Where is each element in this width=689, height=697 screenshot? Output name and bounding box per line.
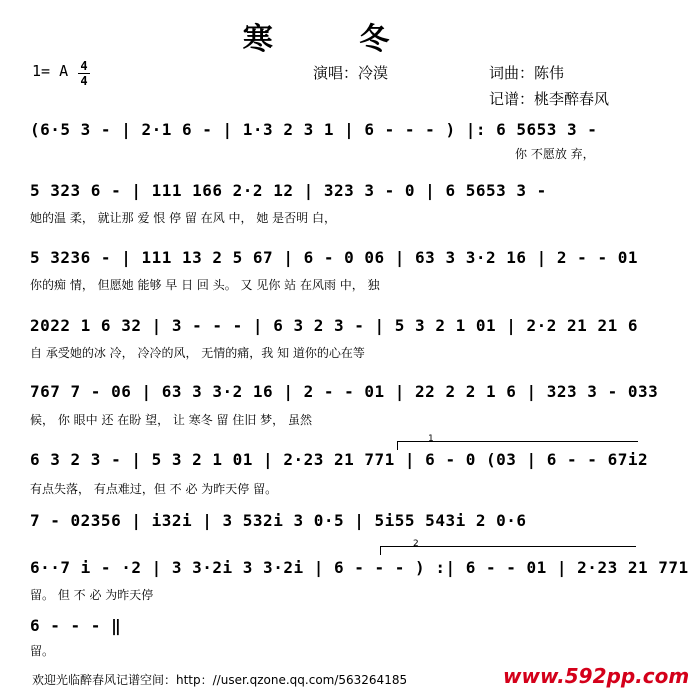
score-line-5: 767 7 - 06 | 63 3 3·2 16 | 2 - - 01 | 22 2 2 1 6 | 323 3 - 033	[30, 382, 659, 401]
transcriber-credit: 记谱：桃李醉春风	[489, 90, 610, 108]
time-signature-top: 4	[80, 59, 88, 73]
footer-text: 欢迎光临醉春风记谱空间：http：//user.qzone.qq.com/563264185	[32, 673, 408, 687]
score-line-6: 6 3 2 3 - | 5 3 2 1 01 | 2·23 21 771 | 6 - 0 (03 | 6 - - 67i2	[30, 450, 649, 469]
lyrics-line-1: 你 不愿放 弃，	[515, 147, 595, 161]
key-signature: 1= A	[32, 62, 69, 80]
lyrics-line-8: 留。 但 不 必 为昨天停	[30, 588, 154, 602]
lyrics-line-5: 候， 你 眼中 还 在盼 望， 让 寒冬 留 住旧 梦， 虽然	[30, 413, 312, 427]
score-line-8: 6··7 i - ·2 | 3 3·2i 3 3·2i | 6 - - - ) :| 6 - - 01 | 2·23 21 771	[30, 558, 689, 577]
song-title: 寒 冬	[242, 22, 428, 57]
lyrics-line-3: 你的痴 情， 但愿她 能够 早 日 回 头。 又 见你 站 在风雨 中， 独	[30, 278, 380, 292]
lyrics-line-6: 有点失落， 有点难过，但 不 必 为昨天停 留。	[30, 482, 278, 496]
score-line-1: (6·5 3 - | 2·1 6 - | 1·3 2 3 1 | 6 - - - ) |: 6 5653 3 -	[30, 120, 598, 139]
score-line-7: 7 - 02356 | i32i | 3 532i 3 0·5 | 5i55 543i 2 0·6	[30, 511, 527, 530]
volta-label-2: 2	[413, 539, 419, 549]
volta-label-1: 1	[428, 434, 434, 444]
lyrics-line-4: 自 承受她的冰 冷， 冷冷的风， 无情的痛，我 知 道你的心在等	[30, 346, 365, 360]
lyrics-line-9: 留。	[30, 644, 55, 658]
score-line-3: 5 3236 - | 111 13 2 5 67 | 6 - 0 06 | 63 3 3·2 16 | 2 - - 01	[30, 248, 638, 267]
time-signature	[78, 60, 90, 87]
lyrics-line-2: 她的温 柔， 就让那 爱 恨 停 留 在风 中， 她 是否明 白，	[30, 211, 336, 225]
time-signature-bottom: 4	[80, 74, 88, 88]
score-line-9: 6 - - - ‖	[30, 616, 122, 635]
score-line-2: 5 323 6 - | 111 166 2·2 12 | 323 3 - 0 | 6 5653 3 -	[30, 181, 547, 200]
lyricist-composer-credit: 词曲：陈伟	[489, 64, 565, 82]
singer-credit: 演唱：冷漠	[313, 64, 389, 82]
score-line-4: 2022 1 6 32 | 3 - - - | 6 3 2 3 - | 5 3 2 1 01 | 2·2 21 21 6	[30, 316, 638, 335]
site-watermark: www.592pp.com	[503, 664, 689, 688]
